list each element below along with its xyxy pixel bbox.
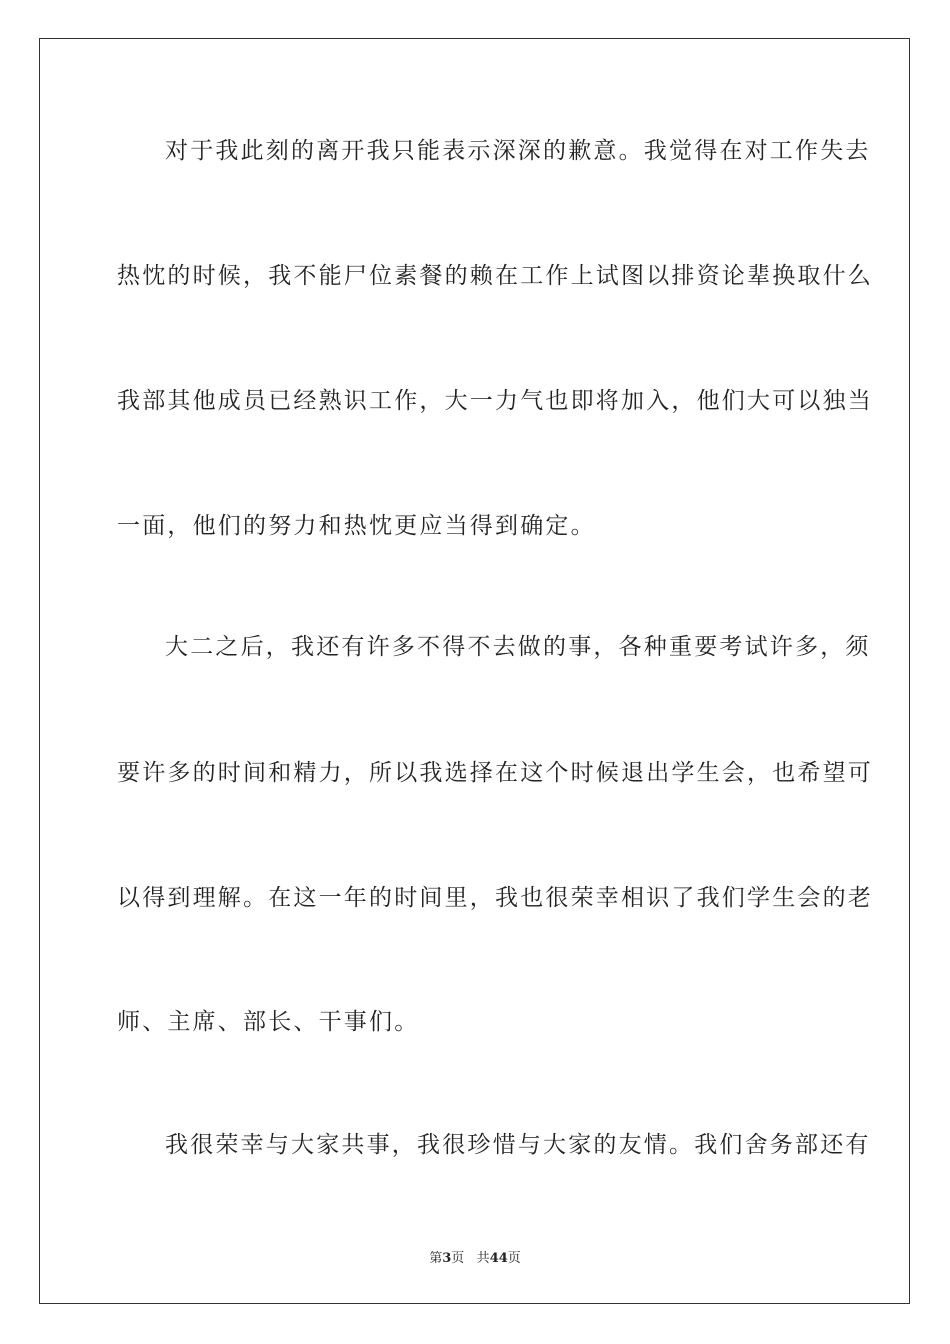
paragraph-line-9: 我很荣幸与大家共事，我很珍惜与大家的友情。我们舍务部还有 xyxy=(165,1132,871,1158)
paragraph-line-1: 对于我此刻的离开我只能表示深深的歉意。我觉得在对工作失去 xyxy=(165,138,871,164)
footer-total-pages: 44 xyxy=(489,1251,508,1266)
footer-total-suffix: 页 xyxy=(507,1251,521,1266)
paragraph-line-2: 热忱的时候，我不能尸位素餐的赖在工作上试图以排资论辈换取什么 xyxy=(117,263,873,289)
paragraph-line-4: 一面，他们的努力和热忱更应当得到确定。 xyxy=(117,513,596,539)
footer-page-prefix: 第 xyxy=(429,1251,443,1266)
page-border xyxy=(39,38,910,1304)
footer-page-suffix: 页 xyxy=(451,1251,465,1266)
paragraph-line-8: 师、主席、部长、干事们。 xyxy=(117,1009,420,1035)
footer-total-prefix: 共 xyxy=(476,1251,490,1266)
paragraph-line-7: 以得到理解。在这一年的时间里，我也很荣幸相识了我们学生会的老 xyxy=(117,885,873,911)
footer-page-number: 3 xyxy=(442,1251,452,1266)
paragraph-line-5: 大二之后，我还有许多不得不去做的事，各种重要考试许多，须 xyxy=(165,634,871,660)
paragraph-line-6: 要许多的时间和精力，所以我选择在这个时候退出学生会，也希望可 xyxy=(117,760,873,786)
paragraph-line-3: 我部其他成员已经熟识工作，大一力气也即将加入，他们大可以独当 xyxy=(117,388,873,414)
page-footer xyxy=(0,1247,950,1266)
